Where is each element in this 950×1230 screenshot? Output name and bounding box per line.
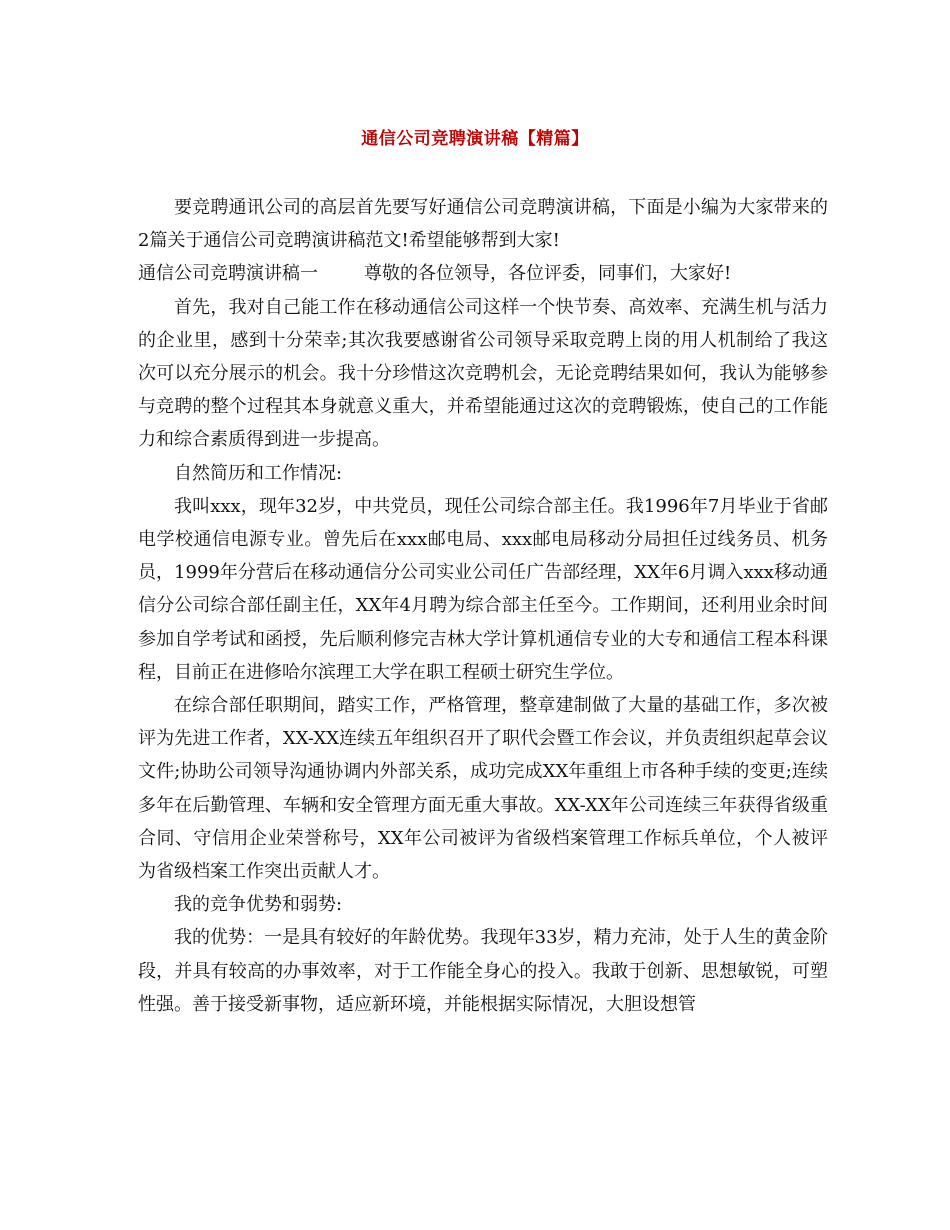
- work-paragraph: 在综合部任职期间，踏实工作，严格管理，整章建制做了大量的基础工作，多次被评为先进工作者，XX-XX连续五年组织召开了职代会暨工作会议，并负责组织起草会议文件;协助公司领导沟通协调内外部关系，成功完成XX年重组上市各种手续的变更;连续多年在后勤管理、车辆和安全管理方面无重大事故。XX-XX年公司连续三年获得省级重合同、守信用企业荣誉称号，XX年公司被评为省级档案管理工作标兵单位，个人被评为省级档案工作突出贡献人才。: [138, 695, 828, 883]
- document-title: 通信公司竞聘演讲稿【精篇】: [361, 129, 589, 149]
- strengths-paragraph: 我的优势：一是具有较好的年龄优势。我现年33岁，精力充沛，处于人生的黄金阶段，并具有较高的办事效率，对于工作能全身心的投入。我敢于创新、思想敏锐，可塑性强。善于接受新事物，适应新环境，并能根据实际情况，大胆设想管: [138, 927, 828, 1015]
- intro-paragraph: 要竞聘通讯公司的高层首先要写好通信公司竞聘演讲稿，下面是小编为大家带来的2篇关于通信公司竞聘演讲稿范文!希望能够帮到大家!: [138, 197, 828, 252]
- resume-paragraph: 我叫xxx，现年32岁，中共党员，现任公司综合部主任。我1996年7月毕业于省邮电学校通信电源专业。曾先后在xxx邮电局、xxx邮电局移动分局担任过线务员、机务员，1999年分营后在移动通信分公司实业公司任广告部经理，XX年6月调入xxx移动通信分公司综合部任副主任，XX年4月聘为综合部主任至今。工作期间，还利用业余时间参加自学考试和函授，先后顺利修完吉林大学计算机通信专业的大专和通信工程本科课程，目前正在进修哈尔滨理工大学在职工程硕士研究生学位。: [138, 495, 828, 683]
- section-heading: 通信公司竞聘演讲稿一: [138, 263, 318, 285]
- section-heading-line: [138, 257, 828, 290]
- greeting: 尊敬的各位领导，各位评委，同事们，大家好!: [364, 263, 732, 285]
- subheading-resume: 自然简历和工作情况:: [174, 462, 343, 484]
- document-body: [138, 191, 828, 1021]
- subheading-strengths: 我的竞争优势和弱势:: [174, 894, 343, 916]
- opening-paragraph: 首先，我对自己能工作在移动通信公司这样一个快节奏、高效率、充满生机与活力的企业里，感到十分荣幸;其次我要感谢省公司领导采取竞聘上岗的用人机制给了我这次可以充分展示的机会。我十分珍惜这次竞聘机会，无论竞聘结果如何，我认为能够参与竞聘的整个过程其本身就意义重大，并希望能通过这次的竞聘锻炼，使自己的工作能力和综合素质得到进一步提高。: [138, 296, 828, 451]
